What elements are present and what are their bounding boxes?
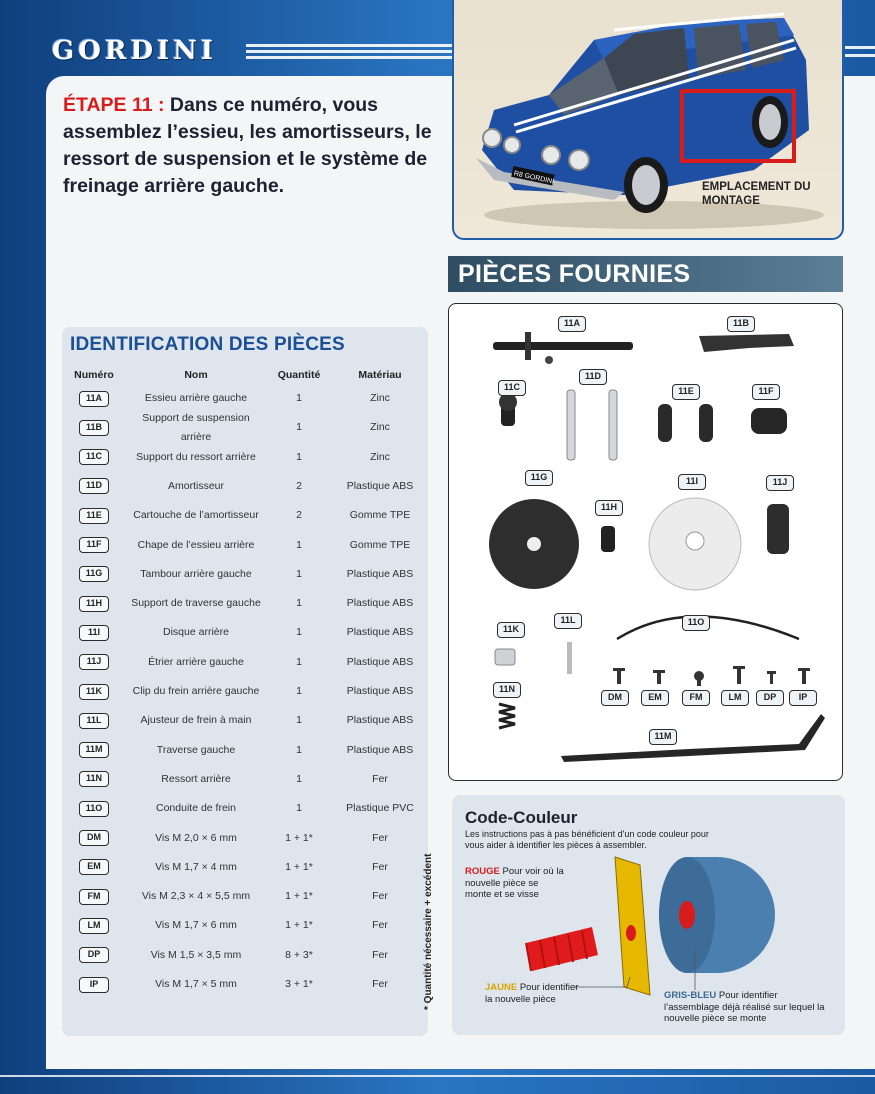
part-quantity-cell — [266, 706, 332, 735]
part-code-cell — [62, 589, 126, 618]
part-name-cell — [126, 443, 266, 472]
part-quantity: 1 — [296, 772, 302, 785]
part-code-cell — [62, 472, 126, 501]
part-name-cell — [126, 765, 266, 794]
part-quantity-cell — [266, 501, 332, 530]
header-nom: Nom — [184, 369, 208, 381]
part-code: DP — [79, 947, 109, 963]
gris-text: Pour identifier l’assemblage déjà réalisé sur lequel la nouvelle pièce se monte — [664, 990, 825, 1024]
part-tag-11F: 11F — [752, 384, 780, 400]
part-name: Support du ressort arrière — [136, 450, 256, 463]
part-name-cell — [126, 882, 266, 911]
part-code-cell — [62, 824, 126, 853]
part-material: Plastique PVC — [346, 802, 414, 815]
part-tag-11I: 11I — [678, 474, 706, 490]
part-quantity: 1 — [296, 626, 302, 639]
table-row — [62, 413, 428, 442]
part-material-cell — [332, 911, 428, 940]
part-quantity-cell — [266, 443, 332, 472]
part-name: Ressort arrière — [161, 772, 231, 785]
part-tag-11O: 11O — [682, 615, 710, 631]
part-material: Gomme TPE — [349, 538, 411, 551]
part-name-cell — [126, 560, 266, 589]
part-name-cell — [126, 970, 266, 999]
part-quantity-cell — [266, 648, 332, 677]
part-name: Vis M 2,0 × 6 mm — [155, 831, 237, 844]
part-code: 11L — [79, 713, 109, 729]
part-material-cell — [332, 941, 428, 970]
part-code-cell — [62, 882, 126, 911]
part-code-cell — [62, 706, 126, 735]
part-material-cell — [332, 824, 428, 853]
part-name: Étrier arrière gauche — [148, 655, 244, 668]
part-code: 11C — [79, 449, 109, 465]
part-code: 11D — [79, 478, 109, 494]
part-material: Fer — [372, 860, 388, 873]
mount-label: EMPLACEMENT DU MONTAGE — [702, 181, 811, 207]
part-code-cell — [62, 736, 126, 765]
part-name: Vis M 1,7 × 5 mm — [155, 978, 237, 990]
part-material: Plastique ABS — [346, 626, 414, 639]
part-quantity-cell — [266, 531, 332, 560]
part-name: Essieu arrière gauche — [144, 392, 248, 404]
part-material: Zinc — [370, 421, 390, 434]
part-tag-11B: 11B — [727, 316, 755, 332]
part-material: Fer — [372, 919, 388, 932]
header-stripe — [246, 50, 452, 53]
part-name: Vis M 2,3 × 4 × 5,5 mm — [141, 890, 251, 903]
part-quantity-cell — [266, 911, 332, 940]
part-quantity-cell — [266, 413, 332, 442]
part-quantity: 1 — [296, 802, 302, 815]
car-photo — [452, 0, 844, 240]
identification-title: IDENTIFICATION DES PIÈCES — [70, 334, 345, 355]
part-quantity-cell — [266, 765, 332, 794]
part-material-cell — [332, 443, 428, 472]
jaune-legend — [485, 982, 585, 1005]
table-row — [62, 911, 428, 940]
header-stripe — [845, 46, 875, 49]
part-code-cell — [62, 970, 126, 999]
part-material: Plastique ABS — [346, 479, 414, 492]
part-material-cell — [332, 384, 428, 413]
part-code-cell — [62, 413, 126, 442]
part-code: 11B — [79, 420, 109, 436]
part-quantity-cell — [266, 941, 332, 970]
part-material-cell — [332, 794, 428, 823]
header-numero: Numéro — [74, 369, 114, 381]
plate-text: R8 GORDINI — [513, 170, 555, 186]
part-name: Ajusteur de frein à main — [140, 714, 252, 727]
table-row — [62, 882, 428, 911]
part-code-cell — [62, 531, 126, 560]
part-code: 11I — [79, 625, 109, 641]
part-name-cell — [126, 531, 266, 560]
part-quantity: 1 — [296, 538, 302, 551]
table-row — [62, 589, 428, 618]
part-code: 11F — [79, 537, 109, 553]
table-row — [62, 560, 428, 589]
part-tag-11K: 11K — [497, 622, 525, 638]
part-material: Plastique ABS — [346, 655, 414, 668]
part-material: Plastique ABS — [346, 685, 414, 697]
part-quantity-cell — [266, 736, 332, 765]
part-code: 11H — [79, 596, 109, 612]
part-code: IP — [79, 977, 109, 993]
part-material: Zinc — [370, 392, 390, 404]
part-material-cell — [332, 413, 428, 442]
part-quantity: 1 + 1* — [285, 919, 313, 932]
part-quantity-cell — [266, 853, 332, 882]
part-material-cell — [332, 765, 428, 794]
part-quantity: 1 — [296, 655, 302, 668]
part-material: Fer — [372, 978, 388, 990]
part-material-cell — [332, 501, 428, 530]
quantity-footnote: * Quantité nécessaire + excédent — [423, 853, 434, 1010]
part-material: Plastique ABS — [346, 567, 414, 580]
part-quantity-cell — [266, 794, 332, 823]
intro-body: Dans ce numéro, vous assemblez l’essieu, les amortisseurs, le ressort de suspension et le système de freinage arrière gauche. — [63, 94, 432, 197]
part-quantity: 1 — [296, 743, 302, 756]
part-code: 11M — [79, 742, 109, 758]
part-code-cell — [62, 384, 126, 413]
part-name-cell — [126, 824, 266, 853]
table-row — [62, 765, 428, 794]
part-tag-DM: DM — [601, 690, 629, 706]
part-code-cell — [62, 941, 126, 970]
part-name-cell — [126, 677, 266, 706]
part-quantity-cell — [266, 677, 332, 706]
header-materiau: Matériau — [358, 369, 402, 381]
part-quantity-cell — [266, 560, 332, 589]
part-quantity-cell — [266, 882, 332, 911]
part-name-cell — [126, 472, 266, 501]
part-code: 11K — [79, 684, 109, 700]
part-code-cell — [62, 853, 126, 882]
table-row — [62, 618, 428, 647]
table-row — [62, 736, 428, 765]
part-material-cell — [332, 853, 428, 882]
part-material-cell — [332, 706, 428, 735]
part-code-cell — [62, 794, 126, 823]
rouge-text: Pour voir où la nouvelle pièce se monte et se visse — [465, 866, 564, 900]
part-code: FM — [79, 889, 109, 905]
part-code: 11G — [79, 566, 109, 582]
table-row — [62, 970, 428, 999]
part-code: 11E — [79, 508, 109, 524]
part-tag-11E: 11E — [672, 384, 700, 400]
part-material-cell — [332, 472, 428, 501]
part-name: Conduite de frein — [156, 802, 236, 815]
part-tag-EM: EM — [641, 690, 669, 706]
table-row — [62, 677, 428, 706]
part-material: Fer — [372, 890, 388, 903]
part-quantity: 1 — [296, 597, 302, 610]
part-material: Plastique ABS — [346, 714, 414, 727]
part-code: 11A — [79, 391, 109, 407]
part-name-cell — [126, 589, 266, 618]
table-row — [62, 501, 428, 530]
part-code-cell — [62, 765, 126, 794]
header-stripe — [845, 54, 875, 57]
table-row — [62, 794, 428, 823]
part-material-cell — [332, 618, 428, 647]
part-quantity: 2 — [296, 509, 302, 522]
part-name-cell — [126, 736, 266, 765]
part-material-cell — [332, 882, 428, 911]
intro-text — [63, 92, 443, 200]
part-code: 11O — [79, 801, 109, 817]
part-name: Vis M 1,7 × 6 mm — [155, 919, 237, 932]
part-name-cell — [126, 413, 266, 442]
rouge-legend — [465, 866, 565, 901]
parts-illustration — [449, 304, 841, 779]
part-name: Cartouche de l’amortisseur — [133, 509, 259, 522]
part-name: Tambour arrière gauche — [140, 567, 252, 580]
part-material-cell — [332, 560, 428, 589]
part-material-cell — [332, 531, 428, 560]
table-row — [62, 941, 428, 970]
part-tag-DP: DP — [756, 690, 784, 706]
rouge-label: ROUGE — [465, 866, 500, 877]
part-code: 11J — [79, 654, 109, 670]
part-name: Support de suspension arrière — [142, 411, 250, 443]
gris-legend — [664, 990, 829, 1025]
part-code: EM — [79, 859, 109, 875]
part-quantity: 8 + 3* — [285, 948, 313, 961]
part-quantity-cell — [266, 824, 332, 853]
part-name: Traverse gauche — [156, 743, 236, 756]
jaune-label: JAUNE — [485, 982, 518, 993]
part-quantity: 1 + 1* — [285, 860, 313, 873]
part-code: DM — [79, 830, 109, 846]
part-code: 11N — [79, 771, 109, 787]
part-name-cell — [126, 706, 266, 735]
part-name-cell — [126, 794, 266, 823]
part-tag-11D: 11D — [579, 369, 607, 385]
part-quantity: 1 — [296, 421, 302, 434]
part-material-cell — [332, 589, 428, 618]
part-quantity: 2 — [296, 479, 302, 492]
part-tag-11N: 11N — [493, 682, 521, 698]
part-name-cell — [126, 648, 266, 677]
part-quantity: 3 + 1* — [285, 978, 313, 990]
code-couleur-title: Code-Couleur — [465, 808, 578, 827]
part-tag-11C: 11C — [498, 380, 526, 396]
part-tag-11G: 11G — [525, 470, 553, 486]
part-name-cell — [126, 618, 266, 647]
part-code: LM — [79, 918, 109, 934]
part-quantity-cell — [266, 589, 332, 618]
part-code-cell — [62, 648, 126, 677]
part-quantity: 1 + 1* — [285, 831, 313, 844]
step-label: ÉTAPE 11 : — [63, 94, 165, 116]
part-quantity-cell — [266, 618, 332, 647]
part-name: Disque arrière — [163, 626, 229, 639]
part-tag-LM: LM — [721, 690, 749, 706]
part-name-cell — [126, 853, 266, 882]
part-tag-11H: 11H — [595, 500, 623, 516]
table-row — [62, 648, 428, 677]
part-code-cell — [62, 560, 126, 589]
part-material: Fer — [372, 831, 388, 844]
header-stripe — [246, 56, 452, 59]
part-code-cell — [62, 911, 126, 940]
table-row — [62, 531, 428, 560]
table-row — [62, 443, 428, 472]
part-name: Amortisseur — [167, 479, 224, 492]
part-material: Fer — [372, 948, 388, 961]
part-material-cell — [332, 736, 428, 765]
part-name: Clip du frein arrière gauche — [132, 685, 260, 697]
part-material: Gomme TPE — [349, 509, 411, 522]
table-row — [62, 472, 428, 501]
part-material: Plastique ABS — [346, 597, 414, 610]
part-tag-11A: 11A — [558, 316, 586, 332]
gordini-logo: GORDINI — [52, 36, 218, 66]
footer-stripe — [0, 1075, 875, 1077]
part-tag-FM: FM — [682, 690, 710, 706]
part-code-cell — [62, 677, 126, 706]
part-quantity: 1 — [296, 392, 302, 404]
part-quantity-cell — [266, 970, 332, 999]
part-quantity-cell — [266, 384, 332, 413]
part-tag-11M: 11M — [649, 729, 677, 745]
part-name: Vis M 1,5 × 3,5 mm — [150, 948, 242, 961]
part-name-cell — [126, 911, 266, 940]
table-row — [62, 824, 428, 853]
table-row — [62, 853, 428, 882]
part-name: Chape de l’essieu arrière — [137, 538, 255, 551]
header-stripe — [246, 44, 452, 47]
part-quantity: 1 — [296, 714, 302, 727]
part-quantity: 1 — [296, 567, 302, 580]
part-code-cell — [62, 618, 126, 647]
part-tag-11L: 11L — [554, 613, 582, 629]
part-tag-11J: 11J — [766, 475, 794, 491]
part-material-cell — [332, 648, 428, 677]
part-code-cell — [62, 443, 126, 472]
part-material-cell — [332, 970, 428, 999]
part-name: Support de traverse gauche — [131, 597, 261, 610]
part-material: Plastique ABS — [346, 743, 414, 756]
pieces-fournies-box — [448, 303, 843, 781]
part-material: Zinc — [370, 450, 390, 463]
gris-label: GRIS-BLEU — [664, 990, 717, 1001]
part-tag-IP: IP — [789, 690, 817, 706]
part-material-cell — [332, 677, 428, 706]
code-couleur-description: Les instructions pas à pas bénéficient d'un code couleur pour vous aider à identifier les pièces à assembler. — [465, 829, 709, 850]
part-quantity: 1 — [296, 450, 302, 463]
table-row — [62, 706, 428, 735]
part-name-cell — [126, 501, 266, 530]
header-quantite: Quantité — [277, 369, 321, 381]
part-quantity: 1 — [296, 685, 302, 697]
part-quantity-cell — [266, 472, 332, 501]
part-name: Vis M 1,7 × 4 mm — [155, 860, 237, 873]
part-name-cell — [126, 941, 266, 970]
jaune-text: Pour identifier la nouvelle pièce — [485, 982, 579, 1005]
part-material: Fer — [372, 772, 388, 785]
pieces-fournies-title: PIÈCES FOURNIES — [448, 256, 843, 292]
part-quantity: 1 + 1* — [285, 890, 313, 903]
part-code-cell — [62, 501, 126, 530]
